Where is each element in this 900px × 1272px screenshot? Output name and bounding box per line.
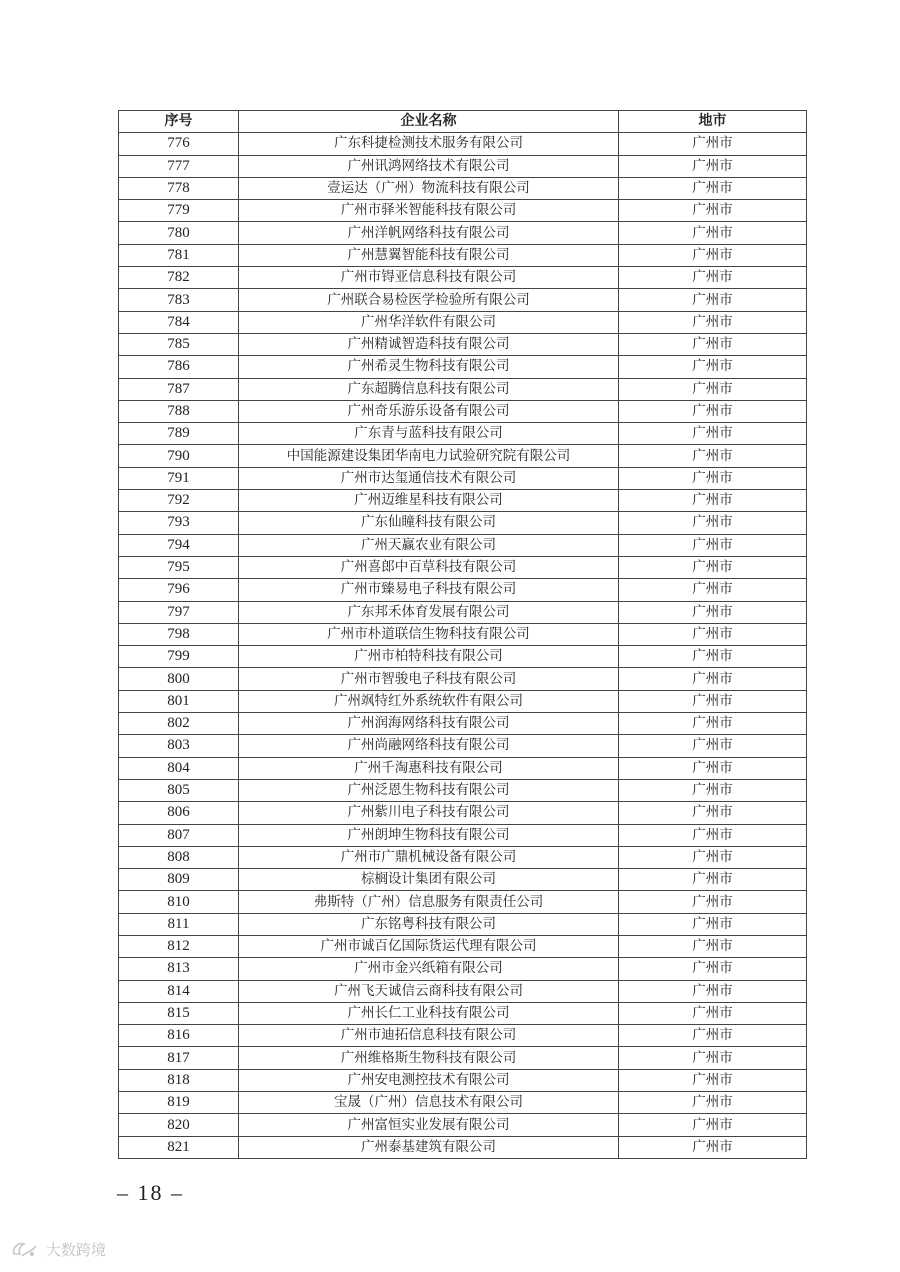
- cell-index: 781: [119, 244, 239, 266]
- table-row: [119, 200, 807, 222]
- cell-company-name: 广州洋帆网络科技有限公司: [239, 222, 619, 244]
- cell-index: 809: [119, 869, 239, 891]
- table-row: [119, 846, 807, 868]
- cell-index: 783: [119, 289, 239, 311]
- table-row: [119, 690, 807, 712]
- cell-index: 803: [119, 735, 239, 757]
- cell-company-name: 广州市迪拓信息科技有限公司: [239, 1025, 619, 1047]
- table-row: [119, 802, 807, 824]
- cell-city: 广州市: [619, 779, 807, 801]
- cell-company-name: 广州市驿米智能科技有限公司: [239, 200, 619, 222]
- cell-company-name: 广州市柏特科技有限公司: [239, 646, 619, 668]
- cell-city: 广州市: [619, 735, 807, 757]
- company-table: [118, 110, 807, 1159]
- table-row: [119, 1002, 807, 1024]
- cell-city: 广州市: [619, 824, 807, 846]
- cell-index: 819: [119, 1092, 239, 1114]
- table-row: [119, 311, 807, 333]
- cell-index: 810: [119, 891, 239, 913]
- table-row: [119, 713, 807, 735]
- cell-city: 广州市: [619, 1114, 807, 1136]
- header-company-name: 企业名称: [239, 111, 619, 133]
- cell-index: 799: [119, 646, 239, 668]
- table-row: [119, 824, 807, 846]
- table-row: [119, 779, 807, 801]
- cell-company-name: 广州泛恩生物科技有限公司: [239, 779, 619, 801]
- cell-city: 广州市: [619, 713, 807, 735]
- table-row: [119, 1069, 807, 1091]
- cell-city: 广州市: [619, 490, 807, 512]
- cell-index: 791: [119, 467, 239, 489]
- cell-index: 796: [119, 579, 239, 601]
- table-row: [119, 1136, 807, 1158]
- cell-company-name: 广东科捷检测技术服务有限公司: [239, 133, 619, 155]
- cell-city: 广州市: [619, 935, 807, 957]
- cell-index: 802: [119, 713, 239, 735]
- cell-city: 广州市: [619, 1092, 807, 1114]
- table-body: [119, 133, 807, 1159]
- cell-company-name: 弗斯特（广州）信息服务有限责任公司: [239, 891, 619, 913]
- cell-city: 广州市: [619, 556, 807, 578]
- cell-company-name: 广州泰基建筑有限公司: [239, 1136, 619, 1158]
- cell-index: 821: [119, 1136, 239, 1158]
- cell-company-name: 广州润海网络科技有限公司: [239, 713, 619, 735]
- cell-index: 815: [119, 1002, 239, 1024]
- cell-company-name: 广州市广鼎机械设备有限公司: [239, 846, 619, 868]
- cell-city: 广州市: [619, 289, 807, 311]
- cell-company-name: 广东邦禾体育发展有限公司: [239, 601, 619, 623]
- table-row: [119, 512, 807, 534]
- cell-city: 广州市: [619, 623, 807, 645]
- table-row: [119, 400, 807, 422]
- table-row: [119, 177, 807, 199]
- table-row: [119, 757, 807, 779]
- cell-company-name: 广州慧翼智能科技有限公司: [239, 244, 619, 266]
- cell-company-name: 广州迈维星科技有限公司: [239, 490, 619, 512]
- cell-index: 776: [119, 133, 239, 155]
- cell-city: 广州市: [619, 980, 807, 1002]
- cell-company-name: 中国能源建设集团华南电力试验研究院有限公司: [239, 445, 619, 467]
- cell-index: 800: [119, 668, 239, 690]
- table-row: [119, 735, 807, 757]
- table-row: [119, 289, 807, 311]
- cell-index: 780: [119, 222, 239, 244]
- table-row: [119, 1025, 807, 1047]
- table-row: [119, 913, 807, 935]
- table-row: [119, 133, 807, 155]
- cell-index: 794: [119, 534, 239, 556]
- cell-index: 788: [119, 400, 239, 422]
- cell-city: 广州市: [619, 757, 807, 779]
- page-number: – 18 –: [117, 1180, 184, 1205]
- cell-index: 782: [119, 267, 239, 289]
- cell-company-name: 广州紫川电子科技有限公司: [239, 802, 619, 824]
- cell-index: 818: [119, 1069, 239, 1091]
- cell-index: 789: [119, 423, 239, 445]
- cell-city: 广州市: [619, 1069, 807, 1091]
- cell-index: 797: [119, 601, 239, 623]
- table-row: [119, 267, 807, 289]
- cell-index: 784: [119, 311, 239, 333]
- cell-company-name: 广东青与蓝科技有限公司: [239, 423, 619, 445]
- watermark: [10, 1238, 106, 1260]
- cell-company-name: 广州千淘惠科技有限公司: [239, 757, 619, 779]
- cell-city: 广州市: [619, 378, 807, 400]
- cell-company-name: 棕榈设计集团有限公司: [239, 869, 619, 891]
- header-city: 地市: [619, 111, 807, 133]
- cell-index: 798: [119, 623, 239, 645]
- cell-city: 广州市: [619, 155, 807, 177]
- cell-city: 广州市: [619, 869, 807, 891]
- cell-city: 广州市: [619, 467, 807, 489]
- table-row: [119, 935, 807, 957]
- cell-index: 793: [119, 512, 239, 534]
- cell-company-name: 广州飞天诚信云商科技有限公司: [239, 980, 619, 1002]
- table-row: [119, 222, 807, 244]
- cell-index: 786: [119, 356, 239, 378]
- cell-index: 777: [119, 155, 239, 177]
- watermark-logo-icon: [10, 1238, 40, 1260]
- cell-city: 广州市: [619, 846, 807, 868]
- table-row: [119, 668, 807, 690]
- table-row: [119, 1114, 807, 1136]
- table-row: [119, 646, 807, 668]
- cell-city: 广州市: [619, 1047, 807, 1069]
- table-row: [119, 1047, 807, 1069]
- table-row: [119, 556, 807, 578]
- cell-company-name: 广州天赢农业有限公司: [239, 534, 619, 556]
- cell-city: 广州市: [619, 244, 807, 266]
- cell-company-name: 广东仙瞳科技有限公司: [239, 512, 619, 534]
- cell-city: 广州市: [619, 690, 807, 712]
- cell-city: 广州市: [619, 646, 807, 668]
- cell-company-name: 广州市达玺通信技术有限公司: [239, 467, 619, 489]
- table-row: [119, 980, 807, 1002]
- cell-city: 广州市: [619, 356, 807, 378]
- cell-index: 813: [119, 958, 239, 980]
- cell-index: 779: [119, 200, 239, 222]
- cell-index: 814: [119, 980, 239, 1002]
- cell-company-name: 广州富恒实业发展有限公司: [239, 1114, 619, 1136]
- cell-city: 广州市: [619, 200, 807, 222]
- table-row: [119, 333, 807, 355]
- cell-company-name: 广州讯鸿网络技术有限公司: [239, 155, 619, 177]
- cell-city: 广州市: [619, 1136, 807, 1158]
- cell-city: 广州市: [619, 668, 807, 690]
- table-row: [119, 378, 807, 400]
- cell-city: 广州市: [619, 177, 807, 199]
- cell-company-name: 广州飒特红外系统软件有限公司: [239, 690, 619, 712]
- cell-index: 785: [119, 333, 239, 355]
- cell-city: 广州市: [619, 400, 807, 422]
- table-row: [119, 623, 807, 645]
- cell-city: 广州市: [619, 958, 807, 980]
- cell-city: 广州市: [619, 534, 807, 556]
- table-row: [119, 891, 807, 913]
- cell-company-name: 广州精诚智造科技有限公司: [239, 333, 619, 355]
- cell-city: 广州市: [619, 601, 807, 623]
- cell-index: 790: [119, 445, 239, 467]
- watermark-text: 大数跨境: [46, 1240, 107, 1259]
- cell-index: 820: [119, 1114, 239, 1136]
- header-index: 序号: [119, 111, 239, 133]
- cell-index: 808: [119, 846, 239, 868]
- cell-city: 广州市: [619, 1025, 807, 1047]
- cell-city: 广州市: [619, 333, 807, 355]
- cell-index: 778: [119, 177, 239, 199]
- cell-index: 816: [119, 1025, 239, 1047]
- cell-company-name: 壹运达（广州）物流科技有限公司: [239, 177, 619, 199]
- cell-company-name: 广州市臻易电子科技有限公司: [239, 579, 619, 601]
- cell-index: 795: [119, 556, 239, 578]
- cell-company-name: 广州尚融网络科技有限公司: [239, 735, 619, 757]
- table-row: [119, 244, 807, 266]
- cell-company-name: 广州华洋软件有限公司: [239, 311, 619, 333]
- table-row: [119, 490, 807, 512]
- cell-index: 801: [119, 690, 239, 712]
- cell-city: 广州市: [619, 423, 807, 445]
- cell-city: 广州市: [619, 891, 807, 913]
- cell-index: 811: [119, 913, 239, 935]
- cell-index: 806: [119, 802, 239, 824]
- table-row: [119, 445, 807, 467]
- cell-company-name: 广州市朴道联信生物科技有限公司: [239, 623, 619, 645]
- table-row: [119, 869, 807, 891]
- table-row: [119, 356, 807, 378]
- cell-company-name: 宝晟（广州）信息技术有限公司: [239, 1092, 619, 1114]
- cell-company-name: 广州市金兴纸箱有限公司: [239, 958, 619, 980]
- table-row: [119, 958, 807, 980]
- cell-company-name: 广州朗坤生物科技有限公司: [239, 824, 619, 846]
- table-row: [119, 579, 807, 601]
- table-row: [119, 155, 807, 177]
- cell-company-name: 广州希灵生物科技有限公司: [239, 356, 619, 378]
- cell-city: 广州市: [619, 579, 807, 601]
- table-row: [119, 534, 807, 556]
- cell-city: 广州市: [619, 445, 807, 467]
- cell-city: 广州市: [619, 222, 807, 244]
- cell-city: 广州市: [619, 802, 807, 824]
- cell-company-name: 广东超腾信息科技有限公司: [239, 378, 619, 400]
- cell-company-name: 广州安电测控技术有限公司: [239, 1069, 619, 1091]
- cell-city: 广州市: [619, 512, 807, 534]
- cell-company-name: 广州市锝亚信息科技有限公司: [239, 267, 619, 289]
- cell-company-name: 广州奇乐游乐设备有限公司: [239, 400, 619, 422]
- cell-company-name: 广州维格斯生物科技有限公司: [239, 1047, 619, 1069]
- cell-index: 817: [119, 1047, 239, 1069]
- table-row: [119, 1092, 807, 1114]
- table-header: [119, 111, 807, 133]
- cell-index: 807: [119, 824, 239, 846]
- cell-index: 804: [119, 757, 239, 779]
- cell-city: 广州市: [619, 133, 807, 155]
- cell-company-name: 广东铭粤科技有限公司: [239, 913, 619, 935]
- cell-city: 广州市: [619, 267, 807, 289]
- cell-city: 广州市: [619, 1002, 807, 1024]
- cell-company-name: 广州市智骏电子科技有限公司: [239, 668, 619, 690]
- cell-index: 805: [119, 779, 239, 801]
- cell-city: 广州市: [619, 311, 807, 333]
- cell-index: 787: [119, 378, 239, 400]
- cell-company-name: 广州长仁工业科技有限公司: [239, 1002, 619, 1024]
- cell-index: 792: [119, 490, 239, 512]
- table-row: [119, 467, 807, 489]
- cell-city: 广州市: [619, 913, 807, 935]
- header-row: [119, 111, 807, 133]
- cell-company-name: 广州市诚百亿国际货运代理有限公司: [239, 935, 619, 957]
- table-row: [119, 423, 807, 445]
- table-row: [119, 601, 807, 623]
- cell-index: 812: [119, 935, 239, 957]
- cell-company-name: 广州联合易检医学检验所有限公司: [239, 289, 619, 311]
- cell-company-name: 广州喜郎中百草科技有限公司: [239, 556, 619, 578]
